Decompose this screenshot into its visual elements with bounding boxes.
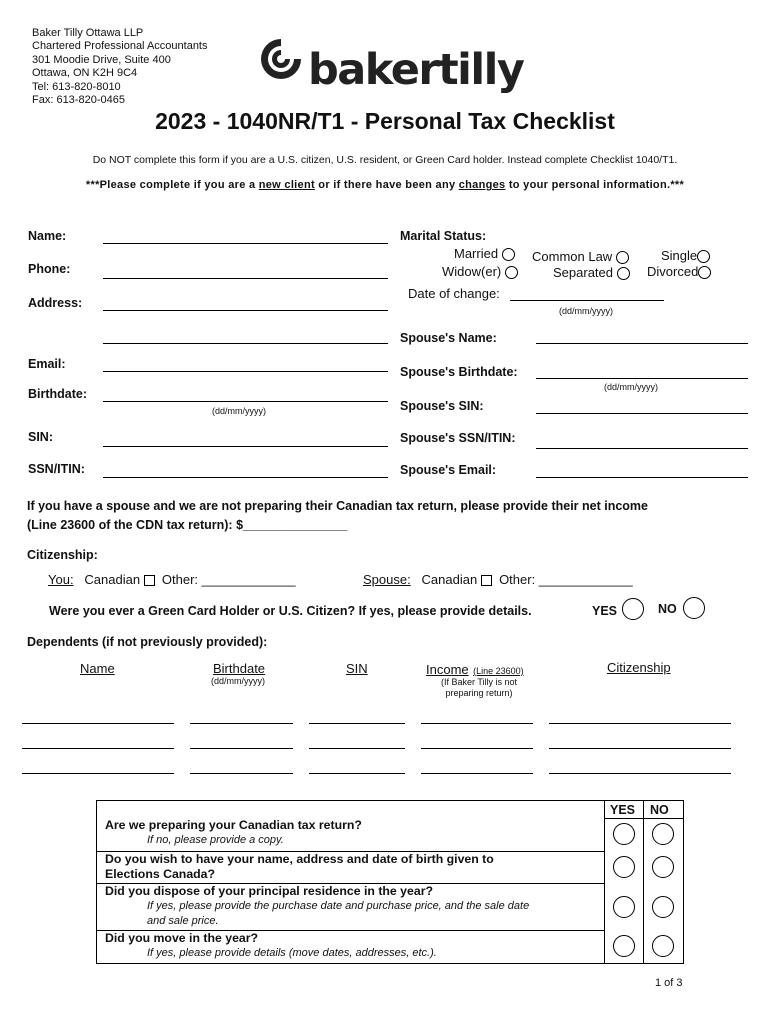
dep2-income-field[interactable] (421, 748, 533, 749)
dep-birthdate-hint: (dd/mm/yyyy) (211, 676, 265, 686)
married-label: Married (454, 246, 499, 261)
q2-yes-radio[interactable] (613, 856, 635, 878)
address-field-2[interactable] (103, 343, 388, 344)
please-part-c: or if there have been any (314, 179, 459, 191)
ssn-field[interactable] (103, 477, 388, 478)
dep-income-label: Income (426, 662, 469, 677)
dep2-sin-field[interactable] (309, 748, 405, 749)
email-field[interactable] (103, 371, 388, 372)
dep3-birthdate-field[interactable] (190, 773, 293, 774)
dep-name-header: Name (80, 661, 115, 676)
divorced-option (647, 264, 711, 279)
firm-street: 301 Moodie Drive, Suite 400 (32, 53, 171, 66)
question-2-text-a: Do you wish to have your name, address and date of birth given to (105, 852, 494, 866)
separated-label: Separated (553, 265, 613, 280)
page-number: 1 of 3 (655, 977, 683, 989)
separated-radio[interactable] (617, 267, 630, 280)
dep-sin-header: SIN (346, 661, 368, 676)
spouse-ssn-field[interactable] (536, 448, 748, 449)
spouse-sin-field[interactable] (536, 413, 748, 414)
dep-income-hint (426, 677, 532, 699)
spouse-birthdate-field[interactable] (536, 378, 748, 379)
dep-income-line: (Line 23600) (473, 666, 524, 676)
bakertilly-logo-icon (258, 36, 304, 82)
please-complete-note (0, 179, 770, 191)
q1-yes-radio[interactable] (613, 823, 635, 845)
spouse-income-note (27, 497, 648, 535)
birthdate-field[interactable] (103, 401, 388, 402)
page-title: 2023 - 1040NR/T1 - Personal Tax Checklist (155, 108, 615, 134)
divorced-radio[interactable] (698, 266, 711, 279)
email-label: Email: (28, 357, 66, 371)
green-card-no-radio[interactable] (683, 597, 705, 619)
firm-name: Baker Tilly Ottawa LLP (32, 27, 144, 39)
spouse-other-field[interactable]: Other: _____________ (499, 572, 633, 587)
dep3-income-field[interactable] (421, 773, 533, 774)
green-card-yes-radio[interactable] (622, 598, 644, 620)
bakertilly-logo (258, 36, 524, 106)
question-row-4 (97, 930, 604, 963)
q3-yes-radio[interactable] (613, 896, 635, 918)
q4-yes-radio[interactable] (613, 935, 635, 957)
spouse-name-field[interactable] (536, 343, 748, 344)
dep3-sin-field[interactable] (309, 773, 405, 774)
dep1-birthdate-field[interactable] (190, 723, 293, 724)
phone-field[interactable] (103, 278, 388, 279)
dep1-citizenship-field[interactable] (549, 723, 731, 724)
green-card-question: Were you ever a Green Card Holder or U.S. Citizen? If yes, please provide details. (49, 604, 532, 618)
name-label: Name: (28, 229, 67, 243)
yes-header: YES (610, 803, 636, 817)
married-option (454, 246, 515, 261)
dep2-name-field[interactable] (22, 748, 174, 749)
dep-income-hint2: preparing return) (445, 688, 513, 698)
address-field-1[interactable] (103, 310, 388, 311)
spouse-sin-label: Spouse's SIN: (400, 399, 484, 413)
address-label: Address: (28, 296, 83, 310)
questions-table (96, 800, 684, 964)
married-radio[interactable] (502, 248, 515, 261)
spouse-income-line2: (Line 23600 of the CDN tax return): $_______________ (27, 518, 348, 532)
single-radio[interactable] (697, 250, 710, 263)
single-label: Single (661, 248, 698, 263)
spouse-citizenship-row (363, 572, 633, 587)
spouse-email-field[interactable] (536, 477, 748, 478)
date-change-field[interactable] (510, 300, 664, 301)
dep-income-hint1: (If Baker Tilly is not (440, 677, 518, 687)
firm-address-block (32, 27, 208, 107)
sin-label: SIN: (28, 430, 53, 444)
header-underline (604, 818, 684, 819)
question-3-subtext-1: If yes, please provide the purchase date and purchase price, and the sale date (147, 900, 530, 912)
date-change-label: Date of change: (408, 286, 500, 301)
spouse-email-label: Spouse's Email: (400, 463, 497, 477)
question-4-text: Did you move in the year? (105, 931, 259, 945)
birthdate-hint: (dd/mm/yyyy) (212, 406, 266, 416)
dep3-citizenship-field[interactable] (549, 773, 731, 774)
question-2-text-b: Elections Canada? (105, 867, 216, 881)
dep1-name-field[interactable] (22, 723, 174, 724)
divorced-label: Divorced (647, 264, 699, 279)
common-law-radio[interactable] (616, 251, 629, 264)
ssn-label: SSN/ITIN: (28, 462, 85, 476)
spouse-canadian-checkbox[interactable] (481, 575, 492, 586)
spouse-income-line1: If you have a spouse and we are not preparing their Canadian tax return, please provide their net income (27, 499, 648, 513)
please-changes: changes (458, 179, 506, 191)
phone-label: Phone: (28, 262, 71, 276)
common-law-label: Common Law (532, 249, 613, 264)
spouse-name-label: Spouse's Name: (400, 331, 497, 345)
green-card-no-label: NO (658, 602, 677, 616)
you-canadian-label: Canadian (84, 572, 141, 587)
widow-radio[interactable] (505, 266, 518, 279)
you-canadian-checkbox[interactable] (144, 575, 155, 586)
dep3-name-field[interactable] (22, 773, 174, 774)
please-part-e: to your personal information.*** (505, 179, 685, 191)
dependents-label: Dependents (if not previously provided): (27, 635, 268, 649)
question-row-2 (97, 851, 604, 883)
dep-citizenship-header: Citizenship (607, 660, 671, 675)
firm-city: Ottawa, ON K2H 9C4 (32, 67, 138, 80)
citizenship-label: Citizenship: (27, 548, 98, 562)
table-divider-no (643, 801, 644, 963)
no-header: NO (650, 803, 669, 817)
you-label: You: (48, 572, 74, 587)
q2-no-radio[interactable] (652, 856, 674, 878)
spouse-birthdate-label: Spouse's Birthdate: (400, 365, 518, 379)
table-divider-yes (604, 801, 605, 963)
question-3-text: Did you dispose of your principal residence in the year? (105, 884, 433, 898)
q1-no-radio[interactable] (652, 823, 674, 845)
firm-tel: Tel: 613-820-8010 (32, 80, 121, 93)
dep-birthdate-header: Birthdate (213, 661, 266, 676)
birthdate-label: Birthdate: (28, 387, 88, 401)
name-field[interactable] (103, 243, 388, 244)
dep2-birthdate-field[interactable] (190, 748, 293, 749)
common-law-option (532, 249, 629, 264)
firm-fax: Fax: 613-820-0465 (32, 94, 125, 107)
single-option (661, 248, 710, 263)
question-3-subtext-2: and sale price. (147, 915, 219, 927)
logo-wordmark: bakertilly (308, 45, 524, 95)
question-1-text: Are we preparing your Canadian tax return? (105, 818, 362, 832)
q3-no-radio[interactable] (652, 896, 674, 918)
marital-status-label: Marital Status: (400, 229, 487, 243)
you-citizenship-row (48, 572, 296, 587)
spouse-canadian-label: Canadian (421, 572, 478, 587)
question-row-1 (97, 818, 604, 851)
please-new-client: new client (258, 179, 315, 191)
firm-designation: Chartered Professional Accountants (32, 40, 208, 53)
question-row-3 (97, 883, 604, 930)
dep1-sin-field[interactable] (309, 723, 405, 724)
question-4-subtext: If yes, please provide details (move dates, addresses, etc.). (147, 947, 437, 959)
q4-no-radio[interactable] (652, 935, 674, 957)
spouse-ssn-label: Spouse's SSN/ITIN: (400, 431, 516, 445)
sin-field[interactable] (103, 446, 388, 447)
please-part-a: ***Please complete if you are a (85, 179, 259, 191)
widow-label: Widow(er) (442, 264, 502, 279)
question-1-subtext: If no, please provide a copy. (147, 834, 284, 846)
widow-option (442, 264, 518, 279)
spouse-citizenship-label: Spouse: (363, 572, 411, 587)
green-card-yes-label: YES (592, 604, 618, 618)
date-change-hint: (dd/mm/yyyy) (559, 306, 613, 316)
notice-text: Do NOT complete this form if you are a U.S. citizen, U.S. resident, or Green Card holder. Instead complete Checklist 1040/T1. (92, 154, 678, 166)
you-other-field[interactable]: Other: _____________ (161, 572, 296, 587)
dep2-citizenship-field[interactable] (549, 748, 731, 749)
spouse-birthdate-hint: (dd/mm/yyyy) (604, 382, 658, 392)
separated-option (553, 265, 630, 280)
dep1-income-field[interactable] (421, 723, 533, 724)
